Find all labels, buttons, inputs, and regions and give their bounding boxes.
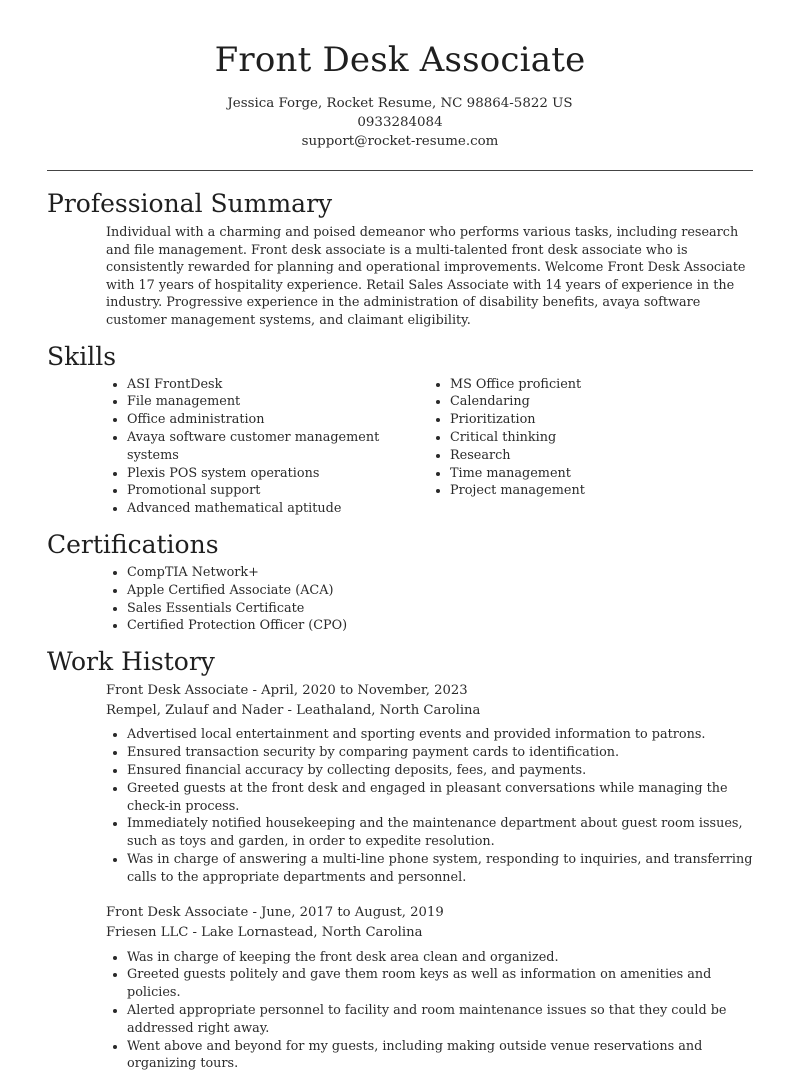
job-company: Rempel, Zulauf and Nader - Leathaland, North Carolina — [106, 702, 481, 718]
contact-phone: 0933284084 — [357, 115, 443, 130]
list-item: • Certified Protection Officer (CPO) — [127, 617, 753, 635]
skills-heading: Skills — [47, 341, 117, 371]
list-item: • Avaya software customer management systems — [127, 429, 430, 465]
list-item: • Critical thinking — [450, 429, 753, 447]
summary-heading: Professional Summary — [47, 189, 333, 218]
contact-email: support@rocket-resume.com — [301, 134, 499, 149]
certifications-heading: Certifications — [47, 529, 219, 559]
skills-columns — [47, 376, 753, 518]
job-bullets — [47, 726, 753, 886]
job-entry — [47, 903, 753, 1073]
list-item: • Sales Essentials Certificate — [127, 600, 753, 618]
list-item: • Went above and beyond for my guests, including making outside venue reservations and organizing tours. — [127, 1038, 753, 1073]
list-item: • Ensured financial accuracy by collecting deposits, fees, and payments. — [127, 762, 753, 780]
list-item: • Alerted appropriate personnel to facility and room maintenance issues so that they could be addressed right away. — [127, 1002, 753, 1038]
list-item: • Research — [450, 447, 753, 465]
summary-text: Individual with a charming and poised demeanor who performs various tasks, including research and file management. Front desk associate is a multi-talented front desk associate who is consistently rewarded for planning and operational improvements. Welcome Front Desk Associate with 17 years of hospitality experience. Retail Sales Associate with 14 years of experience in the industry. Progressive experience in the administration of disability benefits, avaya software customer management systems, and claimant eligibility. — [106, 225, 746, 328]
list-item: • Greeted guests politely and gave them room keys as well as information on amenities and policies. — [127, 966, 753, 1002]
job-company: Friesen LLC - Lake Lornastead, North Carolina — [106, 925, 423, 941]
list-item: • Promotional support — [127, 482, 430, 500]
job-entry — [47, 681, 753, 886]
certifications-list — [47, 564, 753, 635]
list-item: • Plexis POS system operations — [127, 465, 430, 483]
work-history-heading: Work History — [47, 647, 215, 677]
list-item: • Was in charge of keeping the front desk area clean and organized. — [127, 949, 753, 967]
list-item: • Immediately notified housekeeping and the maintenance department about guest room issues, such as toys and garden, in order to expedite resolution. — [127, 815, 753, 851]
list-item: • Project management — [450, 482, 753, 500]
header-divider — [47, 170, 753, 171]
list-item: • Calendaring — [450, 393, 753, 411]
list-item: • Advertised local entertainment and sporting events and provided information to patrons. — [127, 726, 753, 744]
list-item: • Time management — [450, 465, 753, 483]
certifications-section — [47, 530, 753, 635]
list-item: • CompTIA Network+ — [127, 564, 753, 582]
list-item: • File management — [127, 393, 430, 411]
job-bullets — [47, 949, 753, 1073]
summary-section — [47, 189, 753, 330]
list-item: • Ensured transaction security by comparing payment cards to identification. — [127, 744, 753, 762]
skills-list-right — [450, 376, 753, 518]
job-role: Front Desk Associate - June, 2017 to August, 2019 — [106, 905, 444, 921]
list-item: • Office administration — [127, 411, 430, 429]
list-item: • ASI FrontDesk — [127, 376, 430, 394]
resume-header — [0, 0, 800, 151]
list-item: • Advanced mathematical aptitude — [127, 500, 430, 518]
list-item: • MS Office proficient — [450, 376, 753, 394]
skills-list-left — [47, 376, 430, 518]
work-history-section — [47, 647, 753, 1073]
contact-block — [0, 94, 800, 151]
list-item: • Greeted guests at the front desk and engaged in pleasant conversations while managing the check-in process. — [127, 780, 753, 816]
list-item: • Was in charge of answering a multi-line phone system, responding to inquiries, and transferring calls to the appropriate departments and personnel. — [127, 851, 753, 887]
skills-section — [47, 342, 753, 518]
contact-address: Jessica Forge, Rocket Resume, NC 98864-5822 US — [227, 96, 573, 111]
resume-title: Front Desk Associate — [214, 40, 586, 80]
list-item: • Prioritization — [450, 411, 753, 429]
job-role: Front Desk Associate - April, 2020 to November, 2023 — [106, 683, 468, 699]
list-item: • Apple Certified Associate (ACA) — [127, 582, 753, 600]
